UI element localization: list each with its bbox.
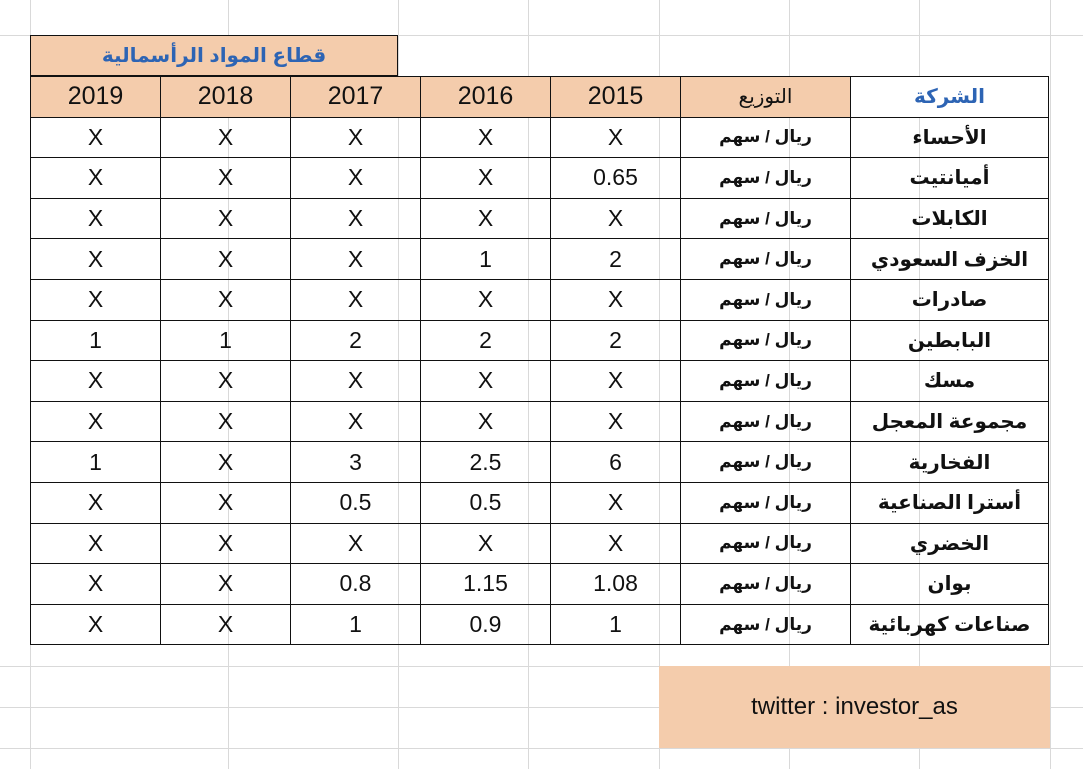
table-row	[31, 198, 1049, 239]
dividend-value-cell[interactable]: X	[31, 117, 161, 158]
company-name-cell[interactable]: أسترا الصناعية	[851, 482, 1049, 523]
unit-cell[interactable]: ريال / سهم	[681, 482, 851, 523]
table-row	[31, 401, 1049, 442]
dividend-value-cell[interactable]: 0.5	[421, 482, 551, 523]
dividend-value-cell[interactable]: X	[31, 158, 161, 199]
dividend-value-cell[interactable]: 2	[291, 320, 421, 361]
company-name-cell[interactable]: الكابلات	[851, 198, 1049, 239]
dividend-value-cell[interactable]: X	[161, 482, 291, 523]
company-name-cell[interactable]: بوان	[851, 564, 1049, 605]
dividend-value-cell[interactable]: X	[31, 361, 161, 402]
company-name-cell[interactable]: أميانتيت	[851, 158, 1049, 199]
table-row	[31, 361, 1049, 402]
sector-title[interactable]: قطاع المواد الرأسمالية	[30, 35, 398, 76]
dividend-value-cell[interactable]: 2	[551, 320, 681, 361]
table-row	[31, 320, 1049, 361]
dividend-value-cell[interactable]: X	[421, 117, 551, 158]
dividend-value-cell[interactable]: X	[31, 279, 161, 320]
dividend-value-cell[interactable]: X	[161, 279, 291, 320]
dividend-value-cell[interactable]: X	[291, 117, 421, 158]
company-name-cell[interactable]: الخضري	[851, 523, 1049, 564]
unit-cell[interactable]: ريال / سهم	[681, 442, 851, 483]
dividend-value-cell[interactable]: X	[291, 198, 421, 239]
year-header[interactable]: 2016	[421, 77, 551, 118]
dividend-value-cell[interactable]: X	[551, 361, 681, 402]
dividend-value-cell[interactable]: X	[161, 361, 291, 402]
dividend-value-cell[interactable]: X	[421, 158, 551, 199]
table-row	[31, 279, 1049, 320]
table-row	[31, 482, 1049, 523]
company-name-cell[interactable]: صادرات	[851, 279, 1049, 320]
dividend-value-cell[interactable]: 1.08	[551, 564, 681, 605]
gridline	[0, 748, 1083, 749]
dividend-value-cell[interactable]: X	[291, 158, 421, 199]
dividend-value-cell[interactable]: 1	[421, 239, 551, 280]
dividend-value-cell[interactable]: 2.5	[421, 442, 551, 483]
dividend-value-cell[interactable]: X	[31, 523, 161, 564]
table-row	[31, 523, 1049, 564]
dividend-value-cell[interactable]: 0.9	[421, 604, 551, 645]
dividend-value-cell[interactable]: 2	[551, 239, 681, 280]
company-name-cell[interactable]: البابطين	[851, 320, 1049, 361]
unit-cell[interactable]: ريال / سهم	[681, 320, 851, 361]
table-header-row	[31, 77, 1049, 118]
company-name-cell[interactable]: الأحساء	[851, 117, 1049, 158]
dividend-value-cell[interactable]: X	[421, 361, 551, 402]
dividend-value-cell[interactable]: 2	[421, 320, 551, 361]
dividend-value-cell[interactable]: X	[421, 401, 551, 442]
table-row	[31, 564, 1049, 605]
unit-cell[interactable]: ريال / سهم	[681, 564, 851, 605]
dividend-value-cell[interactable]: 0.8	[291, 564, 421, 605]
year-header[interactable]: 2017	[291, 77, 421, 118]
dividend-value-cell[interactable]: X	[551, 117, 681, 158]
year-header[interactable]: 2015	[551, 77, 681, 118]
table-row	[31, 117, 1049, 158]
dividend-value-cell[interactable]: X	[551, 482, 681, 523]
dividend-value-cell[interactable]: X	[421, 198, 551, 239]
dividend-value-cell[interactable]: 6	[551, 442, 681, 483]
company-name-cell[interactable]: الخزف السعودي	[851, 239, 1049, 280]
unit-cell[interactable]: ريال / سهم	[681, 279, 851, 320]
company-name-cell[interactable]: الفخارية	[851, 442, 1049, 483]
dividend-value-cell[interactable]: 0.65	[551, 158, 681, 199]
unit-cell[interactable]: ريال / سهم	[681, 401, 851, 442]
company-header[interactable]: الشركة	[851, 77, 1049, 118]
twitter-handle[interactable]: twitter : investor_as	[659, 666, 1050, 748]
company-name-cell[interactable]: صناعات كهربائية	[851, 604, 1049, 645]
dividend-value-cell[interactable]: X	[291, 239, 421, 280]
dividend-value-cell[interactable]: X	[161, 442, 291, 483]
dividend-value-cell[interactable]: X	[291, 523, 421, 564]
dividend-value-cell[interactable]: X	[31, 401, 161, 442]
year-header[interactable]: 2018	[161, 77, 291, 118]
dividend-value-cell[interactable]: 1.15	[421, 564, 551, 605]
dividend-value-cell[interactable]: 1	[291, 604, 421, 645]
dividend-value-cell[interactable]: 1	[551, 604, 681, 645]
table-row	[31, 442, 1049, 483]
gridline	[1050, 0, 1051, 769]
unit-cell[interactable]: ريال / سهم	[681, 158, 851, 199]
dividend-value-cell[interactable]: X	[551, 523, 681, 564]
table-row	[31, 604, 1049, 645]
dividend-value-cell[interactable]: X	[161, 401, 291, 442]
year-header[interactable]: 2019	[31, 77, 161, 118]
dividend-value-cell[interactable]: X	[551, 198, 681, 239]
company-name-cell[interactable]: مسك	[851, 361, 1049, 402]
dividend-value-cell[interactable]: 1	[31, 320, 161, 361]
unit-cell[interactable]: ريال / سهم	[681, 604, 851, 645]
dividends-table	[30, 76, 1049, 645]
dividend-value-cell[interactable]: X	[291, 361, 421, 402]
unit-cell[interactable]: ريال / سهم	[681, 117, 851, 158]
dividend-value-cell[interactable]: X	[161, 564, 291, 605]
dividend-value-cell[interactable]: X	[31, 604, 161, 645]
distribution-header[interactable]: التوزيع	[681, 77, 851, 118]
dividend-value-cell[interactable]: X	[31, 482, 161, 523]
dividend-value-cell[interactable]: X	[161, 523, 291, 564]
unit-cell[interactable]: ريال / سهم	[681, 523, 851, 564]
dividend-value-cell[interactable]: 0.5	[291, 482, 421, 523]
dividend-value-cell[interactable]: X	[31, 239, 161, 280]
dividend-value-cell[interactable]: X	[161, 198, 291, 239]
unit-cell[interactable]: ريال / سهم	[681, 198, 851, 239]
dividend-value-cell[interactable]: X	[291, 401, 421, 442]
dividend-value-cell[interactable]: X	[551, 279, 681, 320]
unit-cell[interactable]: ريال / سهم	[681, 361, 851, 402]
unit-cell[interactable]: ريال / سهم	[681, 239, 851, 280]
table-row	[31, 158, 1049, 199]
dividend-value-cell[interactable]: X	[421, 523, 551, 564]
dividend-value-cell[interactable]: 1	[31, 442, 161, 483]
dividend-value-cell[interactable]: X	[31, 564, 161, 605]
dividend-value-cell[interactable]: X	[291, 279, 421, 320]
company-name-cell[interactable]: مجموعة المعجل	[851, 401, 1049, 442]
dividend-value-cell[interactable]: 3	[291, 442, 421, 483]
dividend-value-cell[interactable]: X	[421, 279, 551, 320]
table-row	[31, 239, 1049, 280]
dividend-value-cell[interactable]: X	[161, 239, 291, 280]
dividend-value-cell[interactable]: X	[31, 198, 161, 239]
dividend-value-cell[interactable]: 1	[161, 320, 291, 361]
dividend-value-cell[interactable]: X	[161, 117, 291, 158]
dividend-value-cell[interactable]: X	[161, 604, 291, 645]
dividend-value-cell[interactable]: X	[161, 158, 291, 199]
dividend-value-cell[interactable]: X	[551, 401, 681, 442]
